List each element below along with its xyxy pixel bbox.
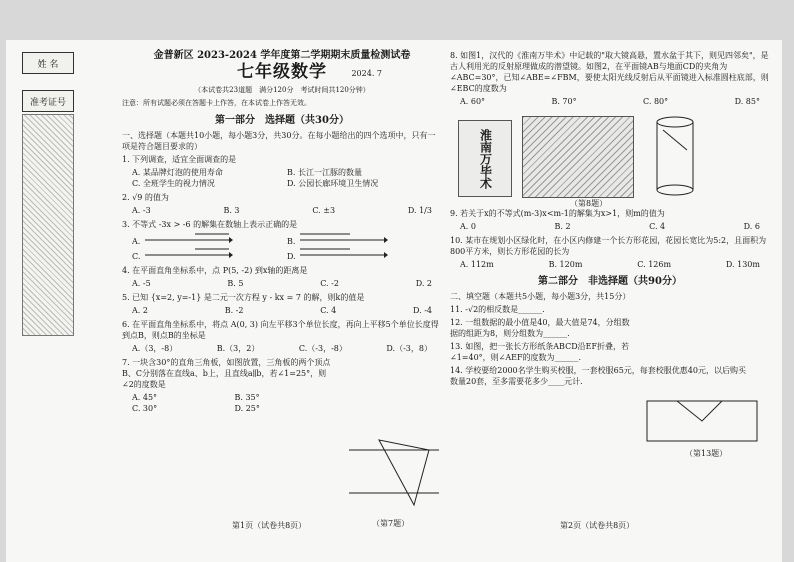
option: B. 120m (548, 260, 583, 269)
part1-intro: 一、选择题（本题共10小题，每小题3分，共30分。在每小题给出的四个选项中，只有一项是符合题目要求的） (122, 131, 436, 151)
option: C.（-3，-8） (298, 344, 347, 353)
question-7: 7. 一块含30°的直角三角板，如图放置，三角板的两个顶点B、C分别落在直线a、b上，且直线a∥b，若∠1=25°，则∠2的度数是 (122, 358, 331, 389)
binding-sidebar (8, 44, 78, 384)
exam-note: 注意：所有试题必须在答题卡上作答，在本试卷上作答无效。 (122, 99, 311, 107)
question-5-options (122, 305, 442, 316)
number-line-icon (298, 247, 388, 259)
option: C. 30° (132, 404, 158, 413)
page-right (450, 50, 770, 530)
option: D. 130m (725, 260, 760, 269)
question-3-options (122, 232, 442, 262)
option: C. -2 (320, 279, 339, 288)
option: B.（3，2） (216, 344, 260, 353)
question-10: 10. 某市在规划小区绿化时，在小区内修建一个长方形花园，花园长宽比为5:2，且面积为800平方米，则长方形花园的长为 (450, 236, 767, 256)
name-box: 姓 名 (22, 52, 74, 74)
option: D. 85° (734, 97, 760, 106)
subject-title: 七年级数学 (237, 62, 327, 82)
option: B. 3 (223, 206, 240, 215)
option: B. (287, 232, 442, 247)
page-left (122, 50, 442, 530)
book-cover-figure: 淮南万毕术 (458, 120, 512, 197)
option: C. 126m (637, 260, 672, 269)
question-13: 13. 如图，把一张长方形纸条ABCD沿EF折叠，若∠1=40°，则∠AEF的度数为______. (450, 342, 629, 362)
question-11: 11. -√2的相反数是______. (450, 305, 545, 314)
question-1: 1. 下列调查，适宜全面调查的是 (122, 155, 237, 164)
page-1-footer: 第1页（试卷共8页） (232, 521, 307, 530)
question-9-options (450, 221, 770, 232)
option: A. (132, 232, 287, 247)
illustration-figure (522, 116, 634, 198)
option: A. 0 (460, 222, 476, 231)
figure-7-diagram (344, 435, 442, 515)
option: C. 4 (649, 222, 666, 231)
option: D. 1/3 (407, 206, 432, 215)
seal-hatch (22, 114, 74, 336)
option: D.（-3，8） (386, 344, 432, 353)
option: A. -5 (132, 279, 151, 288)
exam-date: 2024. 7 (351, 69, 382, 78)
question-6-options (122, 343, 442, 354)
page-2-footer: 第2页（试卷共8页） (560, 521, 635, 530)
question-9: 9. 若关于x的不等式(m-3)x<m-1的解集为x>1，则m的值为 (450, 209, 665, 218)
option: B. -2 (224, 306, 244, 315)
option: D. 6 (743, 222, 760, 231)
question-3: 3. 不等式 -3x > -6 的解集在数轴上表示正确的是 (122, 220, 298, 229)
figure-8-caption: （第8题） (570, 199, 608, 208)
option: A. 112m (460, 260, 494, 269)
figure-13-diagram (642, 396, 762, 446)
option: C. 4 (320, 306, 337, 315)
part2-intro: 二、填空题（本题共5小题，每小题3分，共15分） (450, 292, 631, 301)
number-line-icon (143, 247, 233, 259)
question-6: 6. 在平面直角坐标系中，将点 A(0, 3) 向左平移3个单位长度，再向上平移5个单位长度得到点B，则点B的坐标是 (122, 320, 439, 340)
option: A. -3 (132, 206, 151, 215)
figure-13-caption: （第13题） (685, 449, 728, 458)
question-4: 4. 在平面直角坐标系中，点 P(5, -2) 到x轴的距离是 (122, 266, 308, 275)
question-14: 14. 学校要给2000名学生购买校服，一套校服65元，每套校服优惠40元，以后购买数量20套，至多需要花多少____元计. (450, 366, 746, 386)
option: C. 全班学生的视力情况 (132, 179, 215, 188)
option: D. 2 (415, 279, 432, 288)
ticket-number-box: 准考证号 (22, 90, 74, 112)
option: A. 60° (460, 97, 486, 106)
option: B. 35° (234, 393, 260, 402)
number-line-icon (298, 232, 388, 244)
option: A. 某品牌灯泡的使用寿命 (132, 168, 223, 177)
option: C. 80° (643, 97, 669, 106)
option: B. 5 (227, 279, 244, 288)
figure-8-area (450, 110, 770, 208)
option: D. (287, 247, 442, 262)
option: B. 70° (551, 97, 577, 106)
question-7-options (122, 392, 337, 414)
option: D. -4 (412, 306, 432, 315)
question-5: 5. 已知 {x=2, y=-1} 是二元一次方程 y - kx = 7 的解，则k的值是 (122, 293, 365, 302)
part2-title: 第二部分 非选择题（共90分） (538, 276, 682, 287)
option: D. 25° (234, 404, 260, 413)
option: A. 45° (132, 393, 158, 402)
cylinder-figure (645, 110, 705, 205)
question-12: 12. 一组数据的最小值是40，最大值是74，分组数据的组距为8，则分组数为______. (450, 318, 630, 338)
option: C. ±3 (312, 206, 336, 215)
exam-meta: （本试卷共23道题 满分120分 考试时间共120分钟） (194, 86, 370, 94)
question-2-options (122, 205, 442, 216)
question-4-options (122, 278, 442, 289)
option: B. 2 (554, 222, 571, 231)
option: C. (132, 247, 287, 262)
question-8: 8. 如图1，汉代的《淮南万毕术》中记载的"取大镜高悬，置水盆于其下，则见四邻矣"，是古人利用光的反射原理做成的潜望镜。如图2，在平面镜AB与地面CD的夹角为∠ABC=30°，已知∠ABE=∠FBM，要使太阳光线反射后从平面镜进入标准圆柱底部，则∠EBC的度数为 (450, 51, 769, 93)
question-2: 2. √9 的值为 (122, 193, 169, 202)
option: D. 公园长廊环境卫生情况 (287, 179, 379, 188)
option: A. 2 (132, 306, 148, 315)
exam-title: 金普新区 2023-2024 学年度第二学期期末质量检测试卷 (153, 50, 411, 61)
question-1-options (122, 167, 442, 189)
number-line-icon (143, 232, 233, 244)
option: A.（3，-8） (132, 344, 178, 353)
option: B. 长江一江豚的数量 (287, 168, 362, 177)
figure-7-caption: （第7题） (372, 519, 410, 528)
question-10-options (450, 259, 770, 270)
question-8-options (450, 96, 770, 107)
part1-title: 第一部分 选择题（共30分） (215, 115, 349, 126)
